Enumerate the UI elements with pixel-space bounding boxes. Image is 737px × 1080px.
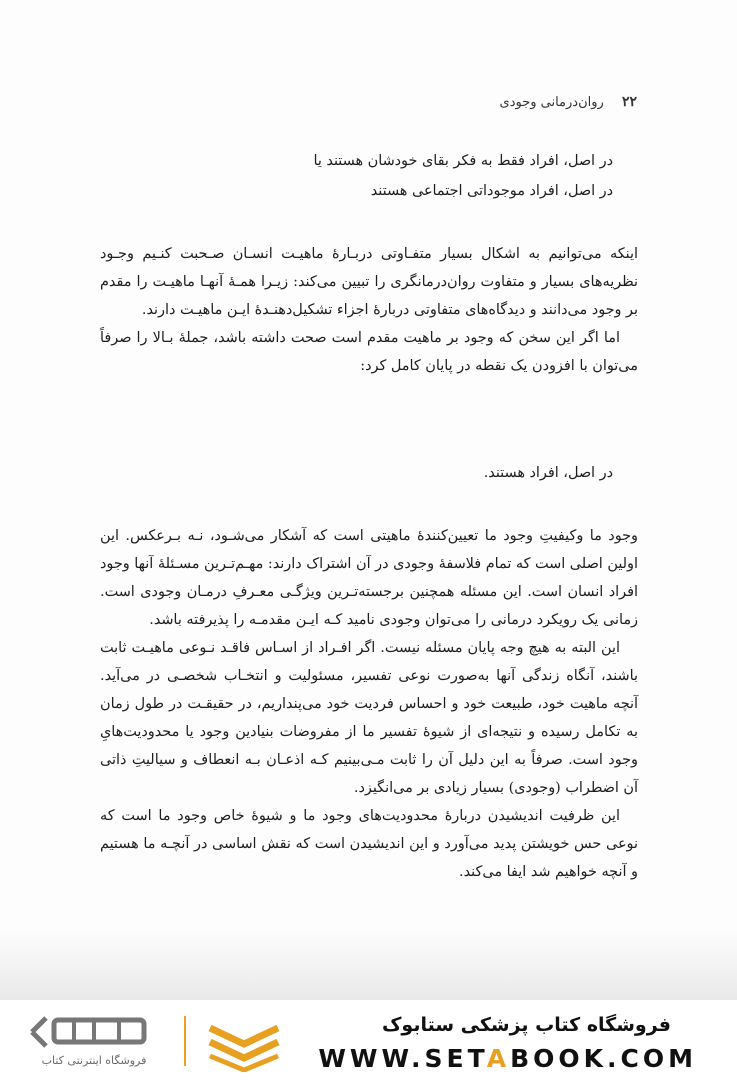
page-number: ۲۲ [621, 94, 637, 110]
body-text-block-2 [100, 522, 638, 886]
book-chevron-icon [204, 1016, 284, 1072]
logo-caption: فروشگاه اینترنتی کتاب [41, 1054, 147, 1067]
url-accent: A [486, 1044, 511, 1073]
quote-middle [484, 458, 613, 488]
quote-line: در اصل، افراد فقط به فکر بقای خودشان هستند یا [313, 153, 613, 169]
url-suffix: BOOK.COM [510, 1044, 697, 1073]
paragraph: وجود ما وکیفیتِ وجود ما تعیین‌کنندۀ ماهیتی است که آشکار می‌شـود، نـه بـرعکس. این اولین اصلی است که تمام فلاسفۀ وجودی در آن اشتراک دارند: مهـم‌تـرین مسـئلۀ آنها وجود افراد انسان است. این مسئله همچنین برجسته‌تـرین ویژگـی معـرفِ درمـان وجودی است. زمانی یک رویکرد درمانی را می‌توان وجودی نامید کـه ایـن مقدمـه را پذیرفته باشد. [100, 528, 638, 628]
quote-line: در اصل، افراد هستند. [483, 465, 613, 481]
quote-top [313, 146, 613, 206]
running-title: روان‌درمانی وجودی [499, 95, 604, 110]
setabook-logo-icon [24, 1010, 164, 1054]
paragraph: اینکه می‌توانیم به اشکال بسیار متفـاوتی دربـارۀ ماهیـت انسـان صـحبت کنـیم وجـود نظریه‌های بسیار و متفاوت روان‌درمانگری را تبیین می‌کند: زیـرا همـۀ آنهـا ماهیـت را مقدم بر وجود می‌دانند و دیدگاه‌های متفاوتی دربارۀ اجزاء تشکیل‌دهنـدۀ ایـن ماهیـت دارند. [100, 246, 638, 318]
store-footer [0, 1000, 737, 1080]
store-url[interactable] [318, 1044, 697, 1073]
paragraph: این البته به هیچ وجه پایان مسئله نیست. اگر افـراد از اسـاس فاقـد نـوعی ماهیـت ثابت باشند، آنگاه زندگی آنها به‌صورت نوعی تفسیر، مسئولیت و انتخـاب شخصـی در می‌آید. آنچه ماهیت خود، طبیعت خود و احساس فردیت خود می‌پنداریم، در حقیقـت در طول زمان به تکامل رسیده و نتیجه‌ای از شیوۀ تفسیر ما از مفروضات بنیادین وجود یا محدودیت‌هایِ وجود است. صرفاً به این دلیل آن را ثابت مـی‌بینیم کـه اذعـان بـه انعطاف و سیالیتِ ذاتی آن اضطراب (وجودی) بسیار زیادی بر می‌انگیزد. [100, 640, 638, 796]
page-header [500, 94, 637, 110]
logo-divider [184, 1016, 186, 1066]
quote-line: در اصل، افراد موجوداتی اجتماعی هستند [370, 183, 613, 199]
store-name: فروشگاه کتاب پزشکی ستابوک [381, 1014, 671, 1036]
url-prefix: WWW.SET [318, 1044, 487, 1073]
paragraph: این ظرفیت اندیشیدن دربارۀ محدودیت‌های وجود ما و شیوۀ خاص وجود ما است که نوعی حس خویشتن پدید می‌آورد و این اندیشیدن است که نقش اساسی در آنچـه ما هستیم و آنچه خواهیم شد ایفا می‌کند. [100, 808, 638, 880]
store-logo[interactable] [24, 1010, 294, 1074]
bottom-fade [0, 930, 737, 1000]
paragraph: اما اگر این سخن که وجود بر ماهیت مقدم است صحت داشته باشد، جملۀ بـالا را صرفاً می‌توان با افزودن یک نقطه در پایان کامل کرد: [100, 330, 638, 374]
body-text-block-1 [100, 240, 638, 380]
